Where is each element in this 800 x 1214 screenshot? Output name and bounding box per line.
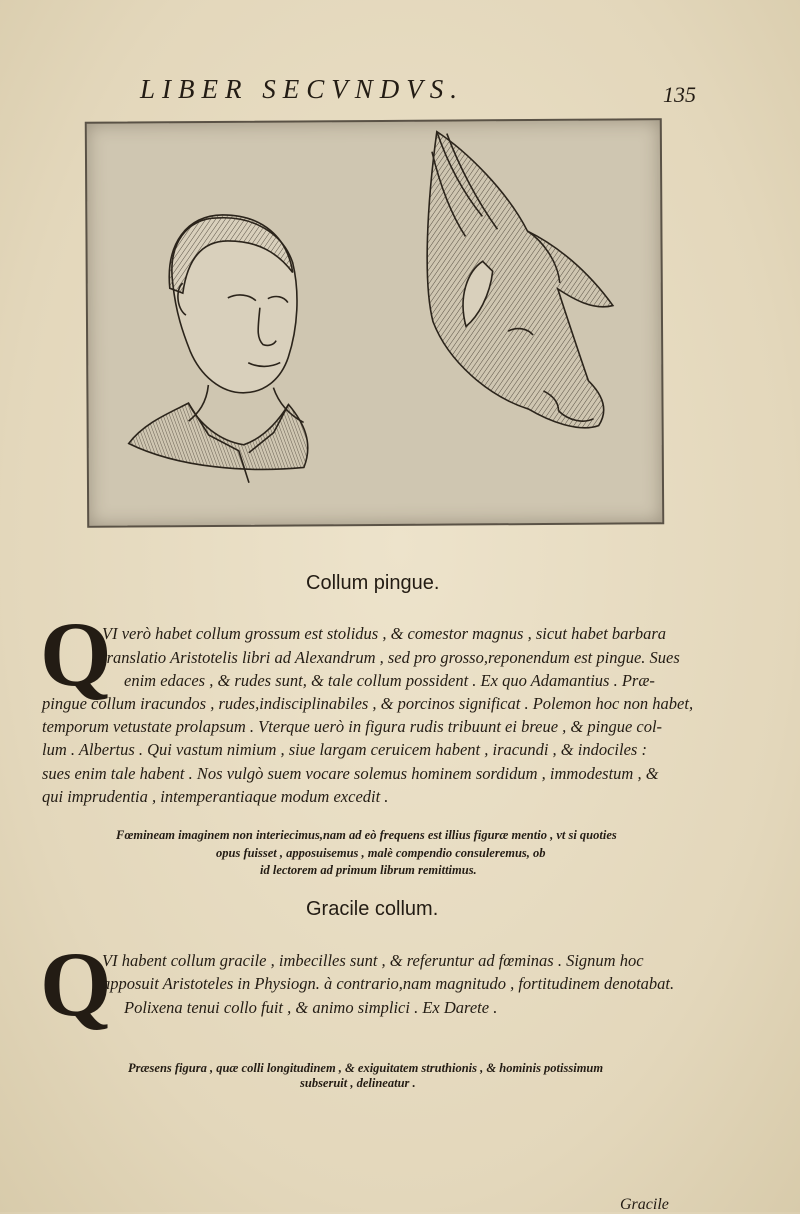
note-line: Fœmineam imaginem non interiecimus,nam ad eò frequens est illius figuræ mentio , vt si quoties [116,828,617,842]
catchword: Gracile [620,1196,669,1213]
text-line: Polixena tenui collo fuit , & animo simplici . Ex Darete . [124,998,498,1017]
boar-head-figure [426,131,613,429]
text-line: pingue collum iracundos , rudes,indisciplinabiles , & porcinos significat . Polemon hoc non habet, [42,694,694,713]
text-line: translatio Aristotelis libri ad Alexandrum , sed pro grosso,reponendum est pingue. Sues [102,648,680,667]
text-line: temporum vetustate prolapsum . Vterque uerò in figura rudis tribuunt ei breue , & pingue col- [42,717,663,736]
text-line: VI verò habet collum grossum est stolidus , & comestor magnus , sicut habet barbara [102,624,667,643]
text-line: apposuit Aristoteles in Physiogn. à contrario,nam magnitudo , fortitudinem denotabat. [102,974,675,993]
text-line: sues enim tale habent . Nos vulgò suem vocare solemus hominem sordidum , immodestum , & [42,764,659,783]
section-heading-gracile-collum: Gracile collum. [306,898,439,920]
note-line: Præsens figura , quæ colli longitudinem , & exiguitatem struthionis , & hominis potissimum [128,1061,604,1075]
note-line: opus fuisset , apposuisemus , malè compendio consuleremus, ob [216,846,546,860]
text-line: lum . Albertus . Qui vastum nimium , siue largam ceruicem habent , iracundi , & indociles : [42,740,647,759]
engraving-plate [85,118,664,528]
running-head: LIBER SECVNDVS. [140,74,464,104]
text-line: VI habent collum gracile , imbecilles sunt , & referuntur ad fœminas . Signum hoc [102,951,644,970]
note-line: id lectorem ad primum librum remittimus. [260,863,477,877]
page-number: 135 [663,82,696,107]
section-heading-collum-pingue: Collum pingue. [306,572,440,594]
man-head-figure [127,214,308,483]
text-line: enim edaces , & rudes sunt, & tale collum possident . Ex quo Adamantius . Præ- [124,671,655,690]
text-line: qui imprudentia , intemperantiaque modum excedit . [42,787,389,806]
note-line: subseruit , delineatur . [300,1076,416,1090]
engraving-illustration [87,120,662,525]
drop-cap: Q [40,603,112,705]
drop-cap: Q [40,933,112,1035]
